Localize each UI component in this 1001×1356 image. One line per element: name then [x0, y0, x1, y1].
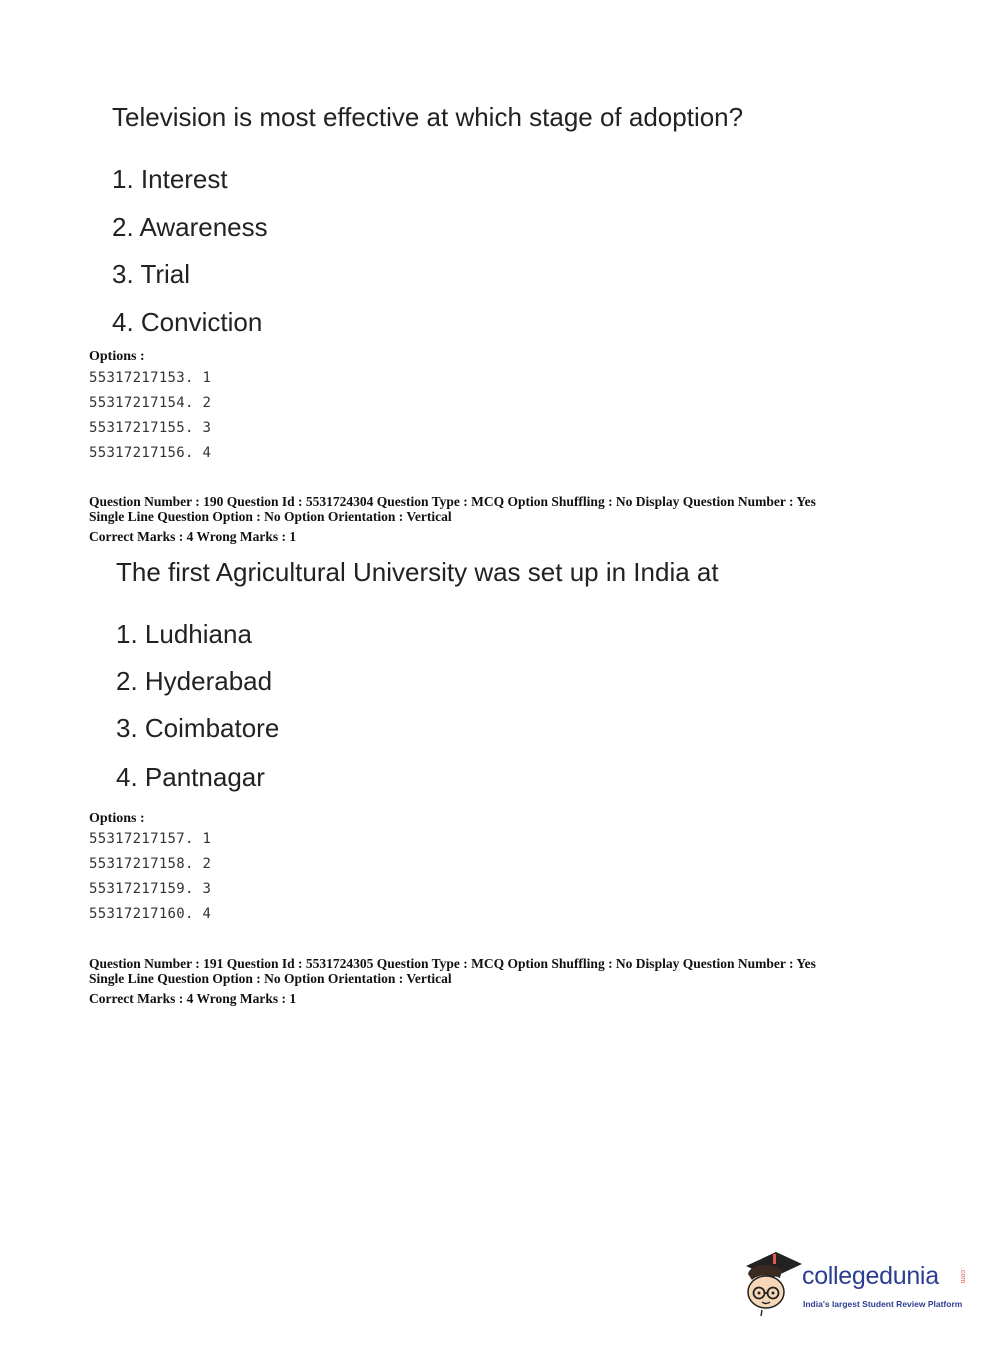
mascot-icon — [740, 1248, 804, 1318]
options-label: Options : — [89, 811, 145, 826]
answer-choice: 1. Interest — [112, 164, 228, 194]
answer-choice: 4. Conviction — [112, 307, 263, 337]
answer-choice: 3. Coimbatore — [116, 713, 280, 743]
logo-domain: .com — [959, 1268, 966, 1284]
option-id-row: 55317217159. 3 — [89, 881, 212, 897]
option-id-row: 55317217154. 2 — [89, 395, 212, 411]
logo-tagline: India's largest Student Review Platform — [803, 1299, 963, 1309]
answer-choice: 3. Trial — [112, 259, 191, 289]
answer-choice: 2. Awareness — [112, 212, 268, 242]
question-text: The first Agricultural University was set up in India at — [116, 557, 719, 587]
question-text: Television is most effective at which stage of adoption? — [112, 102, 744, 132]
option-id-row: 55317217160. 4 — [89, 906, 212, 922]
answer-choice: 4. Pantnagar — [116, 762, 265, 792]
options-label: Options : — [89, 349, 145, 364]
option-id-row: 55317217155. 3 — [89, 420, 212, 436]
option-id-row: 55317217157. 1 — [89, 831, 212, 847]
option-id-row: 55317217156. 4 — [89, 445, 212, 461]
question-meta: Single Line Question Option : No Option Orientation : Vertical — [89, 509, 452, 524]
question-meta: Question Number : 191 Question Id : 5531724305 Question Type : MCQ Option Shuffling : No Display Question Number : Yes — [89, 956, 816, 971]
option-id-row: 55317217153. 1 — [89, 370, 212, 386]
question-meta: Single Line Question Option : No Option Orientation : Vertical — [89, 971, 452, 986]
logo-wordmark: collegedunia — [802, 1262, 939, 1290]
option-id-row: 55317217158. 2 — [89, 856, 212, 872]
question-marks: Correct Marks : 4 Wrong Marks : 1 — [89, 991, 297, 1006]
answer-choice: 1. Ludhiana — [116, 619, 252, 649]
collegedunia-logo — [740, 1248, 970, 1318]
answer-choice: 2. Hyderabad — [116, 666, 273, 696]
question-marks: Correct Marks : 4 Wrong Marks : 1 — [89, 529, 297, 544]
question-meta: Question Number : 190 Question Id : 5531724304 Question Type : MCQ Option Shuffling : No Display Question Number : Yes — [89, 494, 816, 509]
